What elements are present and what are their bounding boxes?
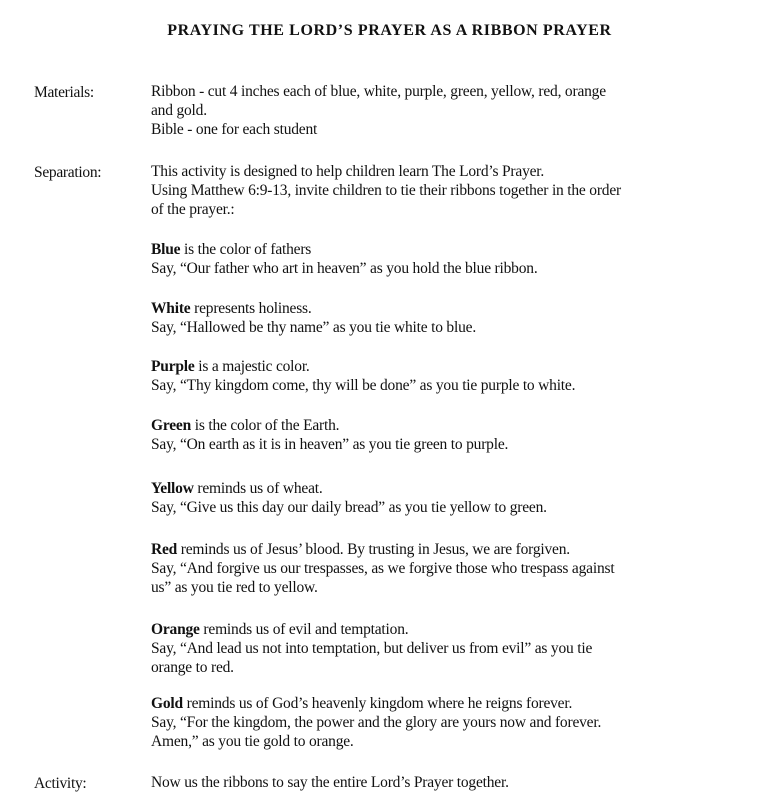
color-description: is the color of the Earth.: [191, 417, 340, 434]
color-description: reminds us of God’s heavenly kingdom where he reigns forever.: [182, 695, 573, 712]
say-line: Say, “Our father who art in heaven” as you hold the blue ribbon.: [151, 260, 538, 277]
materials-line: Ribbon - cut 4 inches each of blue, white, purple, green, yellow, red, orange: [151, 83, 606, 100]
say-line: Say, “And forgive us our trespasses, as we forgive those who trespass against: [151, 560, 615, 577]
activity-text: Now us the ribbons to say the entire Lord’s Prayer together.: [151, 774, 509, 791]
separation-intro: [151, 162, 751, 219]
color-block-purple: [151, 357, 751, 395]
separation-line: This activity is designed to help children learn The Lord’s Prayer.: [151, 163, 545, 180]
materials-section: [151, 82, 751, 139]
color-name: Yellow: [151, 480, 194, 497]
color-name: Green: [151, 417, 192, 434]
color-description: reminds us of Jesus’ blood. By trusting in Jesus, we are forgiven.: [177, 541, 570, 558]
color-block-yellow: [151, 479, 751, 517]
color-description: is a majestic color.: [194, 358, 310, 375]
say-line: Say, “On earth as it is in heaven” as you tie green to purple.: [151, 436, 509, 453]
say-line: Say, “Give us this day our daily bread” as you tie yellow to green.: [151, 499, 547, 516]
say-line: Say, “Hallowed be thy name” as you tie white to blue.: [151, 319, 476, 336]
color-name: Gold: [151, 695, 183, 712]
separation-line: Using Matthew 6:9-13, invite children to tie their ribbons together in the order: [151, 182, 621, 199]
say-line: Say, “And lead us not into temptation, but deliver us from evil” as you tie: [151, 640, 593, 657]
color-block-red: [151, 540, 751, 597]
activity-label: Activity:: [34, 775, 87, 792]
separation-label: Separation:: [34, 164, 102, 181]
color-name: White: [151, 300, 191, 317]
color-block-green: [151, 416, 751, 454]
color-name: Blue: [151, 241, 181, 258]
say-line: Amen,” as you tie gold to orange.: [151, 733, 354, 750]
materials-line: Bible - one for each student: [151, 121, 318, 138]
color-description: represents holiness.: [190, 300, 312, 317]
say-line: us” as you tie red to yellow.: [151, 579, 318, 596]
color-block-orange: [151, 620, 751, 677]
color-name: Orange: [151, 621, 200, 638]
page-title: PRAYING THE LORD’S PRAYER AS A RIBBON PRAYER: [167, 22, 612, 39]
color-name: Purple: [151, 358, 195, 375]
materials-label: Materials:: [34, 84, 94, 101]
separation-line: of the prayer.:: [151, 201, 235, 218]
color-name: Red: [151, 541, 178, 558]
color-description: reminds us of wheat.: [193, 480, 323, 497]
say-line: orange to red.: [151, 659, 234, 676]
materials-line: and gold.: [151, 102, 207, 119]
color-block-gold: [151, 694, 751, 751]
color-block-white: [151, 299, 751, 337]
color-block-blue: [151, 240, 751, 278]
say-line: Say, “Thy kingdom come, thy will be done” as you tie purple to white.: [151, 377, 576, 394]
color-description: is the color of fathers: [180, 241, 312, 258]
say-line: Say, “For the kingdom, the power and the glory are yours now and forever.: [151, 714, 602, 731]
color-description: reminds us of evil and temptation.: [199, 621, 409, 638]
